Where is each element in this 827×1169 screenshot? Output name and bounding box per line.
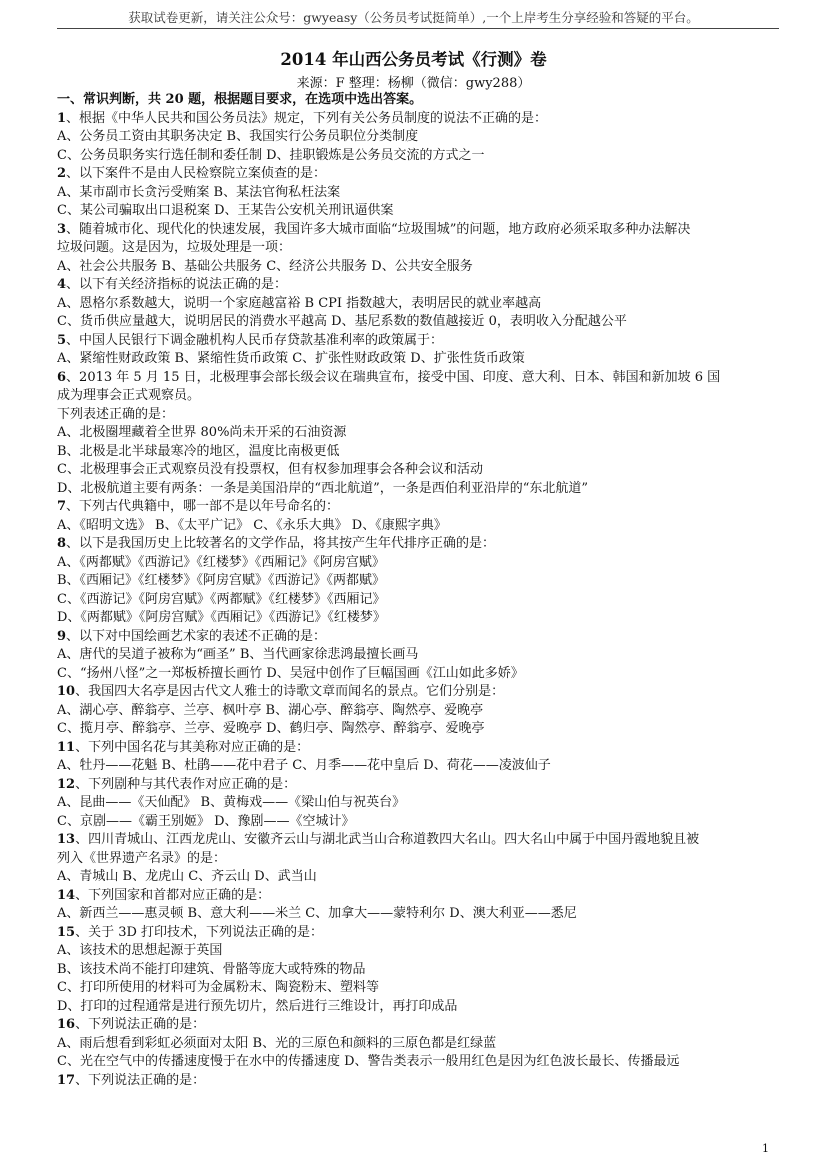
line-text: 、以下案件不是由人民检察院立案侦查的是： <box>66 166 327 181</box>
line-text: A、恩格尔系数越大，说明一个家庭越富裕 B CPI 指数越大，表明居民的就业率越高 <box>57 295 542 311</box>
question-stem <box>57 739 787 758</box>
question-line <box>57 850 787 869</box>
question-number: 12 <box>57 776 76 792</box>
line-text: A、社会公共服务 B、基础公共服务 C、经济公共服务 D、公共安全服务 <box>57 258 473 274</box>
question-stem <box>57 221 787 240</box>
question-stem <box>57 887 787 906</box>
question-line <box>57 757 787 776</box>
question-line <box>57 591 787 610</box>
line-text: 列入《世界遗产名录》的是： <box>57 850 227 866</box>
question-stem <box>57 628 787 647</box>
question-line <box>57 554 787 573</box>
line-text: A、《两都赋》《西游记》《红楼梦》《西厢记》《阿房宫赋》 <box>57 554 385 570</box>
line-text: A、《昭明文选》 B、《太平广记》 C、《永乐大典》 D、《康熙字典》 <box>57 517 447 533</box>
question-number: 7 <box>57 499 67 514</box>
question-line <box>57 702 787 721</box>
section-heading <box>57 91 787 110</box>
question-stem <box>57 165 787 184</box>
question-stem <box>57 831 787 850</box>
question-number: 9 <box>57 628 67 644</box>
question-line <box>57 794 787 813</box>
page-number: 1 <box>762 1142 769 1155</box>
question-line <box>57 998 787 1017</box>
question-line <box>57 258 787 277</box>
line-text: 、2013 年 5 月 15 日，北极理事会部长级会议在瑞典宣布，接受中国、印度、意大利、日本、韩国和新加坡 6 国 <box>66 369 721 385</box>
question-line <box>57 813 787 832</box>
question-number: 6 <box>57 369 67 385</box>
line-text: 、关于 3D 打印技术，下列说法正确的是： <box>75 924 324 940</box>
wechat-banner: 获取试卷更新，请关注公众号：gwyeasy（公务员考试挺简单）,一个上岸考生分享经验和答疑的平台。 <box>128 10 699 25</box>
question-line <box>57 868 787 887</box>
question-number: 13 <box>57 832 76 847</box>
question-line <box>57 979 787 998</box>
line-text: A、北极圈埋藏着全世界 80%尚未开采的石油资源 <box>57 425 347 440</box>
exam-title: 2014 年山西公务员考试《行测》卷 <box>280 50 547 69</box>
question-number: 2 <box>57 166 67 181</box>
line-text: C、《西游记》《阿房宫赋》《两都赋》《红楼梦》《西厢记》 <box>57 591 386 607</box>
question-number: 14 <box>57 887 76 903</box>
question-line <box>57 424 787 443</box>
question-line <box>57 1035 787 1054</box>
question-line <box>57 517 787 536</box>
line-text: 、以下有关经济指标的说法正确的是： <box>66 277 288 292</box>
line-text: C、京剧——《霸王别姬》 D、豫剧——《空城计》 <box>57 813 355 829</box>
question-stem <box>57 369 787 388</box>
question-line <box>57 147 787 166</box>
line-text: B、该技术尚不能打印建筑、骨骼等庞大或特殊的物品 <box>57 961 366 977</box>
line-text: 下列表述正确的是： <box>57 406 175 422</box>
line-text: A、昆曲——《天仙配》 B、黄梅戏——《梁山伯与祝英台》 <box>57 795 406 810</box>
question-line <box>57 443 787 462</box>
line-text: 、根据《中华人民共和国公务员法》规定，下列有关公务员制度的说法不正确的是： <box>66 110 548 126</box>
question-stem <box>57 683 787 702</box>
line-text: A、紧缩性财政政策 B、紧缩性货币政策 C、扩张性财政政策 D、扩张性货币政策 <box>57 351 525 366</box>
question-stem <box>57 276 787 295</box>
line-text: 、以下是我国历史上比较著名的文学作品，将其按产生年代排序正确的是： <box>66 536 496 551</box>
line-text: 、下列古代典籍中，哪一部不是以年号命名的： <box>66 499 340 514</box>
question-line <box>57 387 787 406</box>
question-number: 4 <box>57 277 67 292</box>
question-line <box>57 609 787 628</box>
question-stem <box>57 332 787 351</box>
header-rule <box>57 28 779 29</box>
line-text: A、该技术的思想起源于英国 <box>57 943 223 958</box>
line-text: 、下列中国名花与其美称对应正确的是： <box>75 739 310 755</box>
question-line <box>57 406 787 425</box>
line-text: D、北极航道主要有两条：一条是美国沿岸的“西北航道”，一条是西伯利亚沿岸的“东北航道” <box>57 480 589 496</box>
question-line <box>57 961 787 980</box>
question-number: 17 <box>57 1072 76 1088</box>
question-number: 5 <box>57 332 67 348</box>
line-text: B、北极是北半球最寒冷的地区，温度比南极更低 <box>57 443 340 459</box>
question-line <box>57 572 787 591</box>
line-text: 、我国四大名亭是因古代文人雅士的诗歌文章而闻名的景点。它们分别是： <box>75 684 505 699</box>
line-text: A、牡丹——花魁 B、杜鹃——花中君子 C、月季——花中皇后 D、荷花——凌波仙子 <box>57 758 551 773</box>
line-text: C、揽月亭、醉翁亭、兰亭、爱晚亭 D、鹤归亭、陶然亭、醉翁亭、爱晚亭 <box>57 721 485 736</box>
line-text: C、打印所使用的材料可为金属粉末、陶瓷粉末、塑料等 <box>57 980 379 995</box>
question-line <box>57 905 787 924</box>
line-text: 成为理事会正式观察员。 <box>57 388 201 403</box>
line-text: A、公务员工资由其职务决定 B、我国实行公务员职位分类制度 <box>57 129 419 144</box>
question-line <box>57 128 787 147</box>
question-number: 16 <box>57 1017 76 1032</box>
question-number: 3 <box>57 221 67 237</box>
line-text: D、《两都赋》《阿房宫赋》《西厢记》《西游记》《红楼梦》 <box>57 610 386 625</box>
line-text: 、四川青城山、江西龙虎山、安徽齐云山与湖北武当山合称道教四大名山。四大名山中属于中国丹霞地貌且被 <box>75 832 700 847</box>
line-text: C、公务员职务实行选任制和委任制 D、挂职锻炼是公务员交流的方式之一 <box>57 147 485 163</box>
line-text: 、随着城市化、现代化的快速发展，我国许多大城市面临“垃圾围城”的问题，地方政府必须采取多种办法解决 <box>66 221 691 237</box>
line-text: A、新西兰——惠灵顿 B、意大利——米兰 C、加拿大——蒙特利尔 D、澳大利亚——悉尼 <box>57 906 577 921</box>
question-line <box>57 202 787 221</box>
question-line <box>57 184 787 203</box>
line-text: A、某市副市长贪污受贿案 B、某法官徇私枉法案 <box>57 184 341 200</box>
line-text: C、光在空气中的传播速度慢于在水中的传播速度 D、警告类表示一般用红色是因为红色波长最长、传播最远 <box>57 1054 680 1069</box>
question-line <box>57 480 787 499</box>
question-body <box>57 91 787 1090</box>
question-line <box>57 942 787 961</box>
question-line <box>57 1053 787 1072</box>
question-stem <box>57 535 787 554</box>
question-stem <box>57 1016 787 1035</box>
question-stem <box>57 498 787 517</box>
question-number: 8 <box>57 536 67 551</box>
question-number: 15 <box>57 924 76 940</box>
line-text: 、中国人民银行下调金融机构人民币存贷款基准利率的政策属于： <box>66 332 444 348</box>
line-text: 一、常识判断，共 20 题，根据题目要求，在选项中选出答案。 <box>57 92 423 107</box>
question-stem <box>57 110 787 129</box>
question-line <box>57 239 787 258</box>
line-text: 、以下对中国绘画艺术家的表述不正确的是： <box>66 628 327 644</box>
question-line <box>57 646 787 665</box>
question-line <box>57 313 787 332</box>
line-text: C、某公司骗取出口退税案 D、王某告公安机关刑讯逼供案 <box>57 203 394 218</box>
line-text: 、下列剧种与其代表作对应正确的是： <box>75 776 297 792</box>
line-text: C、北极理事会正式观察员没有投票权，但有权参加理事会各种会议和活动 <box>57 462 483 477</box>
question-stem <box>57 776 787 795</box>
line-text: C、货币供应量越大，说明居民的消费水平越高 D、基尼系数的数值越接近 0，表明收入分配越公平 <box>57 314 627 329</box>
question-stem <box>57 1072 787 1091</box>
line-text: A、雨后想看到彩虹必须面对太阳 B、光的三原色和颜料的三原色都是红绿蓝 <box>57 1035 497 1051</box>
line-text: 、下列国家和首都对应正确的是： <box>75 887 271 903</box>
line-text: C、“扬州八怪”之一郑板桥擅长画竹 D、吴冠中创作了巨幅国画《江山如此多娇》 <box>57 665 524 681</box>
line-text: 、下列说法正确的是： <box>75 1017 206 1032</box>
question-number: 10 <box>57 684 76 699</box>
question-line <box>57 295 787 314</box>
line-text: B、《西厢记》《红楼梦》《阿房宫赋》《西游记》《两都赋》 <box>57 573 386 588</box>
question-stem <box>57 924 787 943</box>
line-text: 、下列说法正确的是： <box>75 1072 206 1088</box>
question-line <box>57 665 787 684</box>
question-line <box>57 720 787 739</box>
line-text: A、唐代的吴道子被称为“画圣” B、当代画家徐悲鸿最擅长画马 <box>57 647 419 662</box>
line-text: 垃圾问题。这是因为，垃圾处理是一项： <box>57 240 292 255</box>
line-text: A、青城山 B、龙虎山 C、齐云山 D、武当山 <box>57 869 317 884</box>
line-text: A、湖心亭、醉翁亭、兰亭、枫叶亭 B、湖心亭、醉翁亭、陶然亭、爱晚亭 <box>57 702 484 718</box>
question-number: 11 <box>57 739 76 755</box>
question-number: 1 <box>57 110 67 126</box>
question-line <box>57 461 787 480</box>
line-text: D、打印的过程通常是进行预先切片，然后进行三维设计，再打印成品 <box>57 998 458 1014</box>
source-line: 来源：F 整理：杨柳（微信：gwy288） <box>296 76 531 91</box>
question-line <box>57 350 787 369</box>
